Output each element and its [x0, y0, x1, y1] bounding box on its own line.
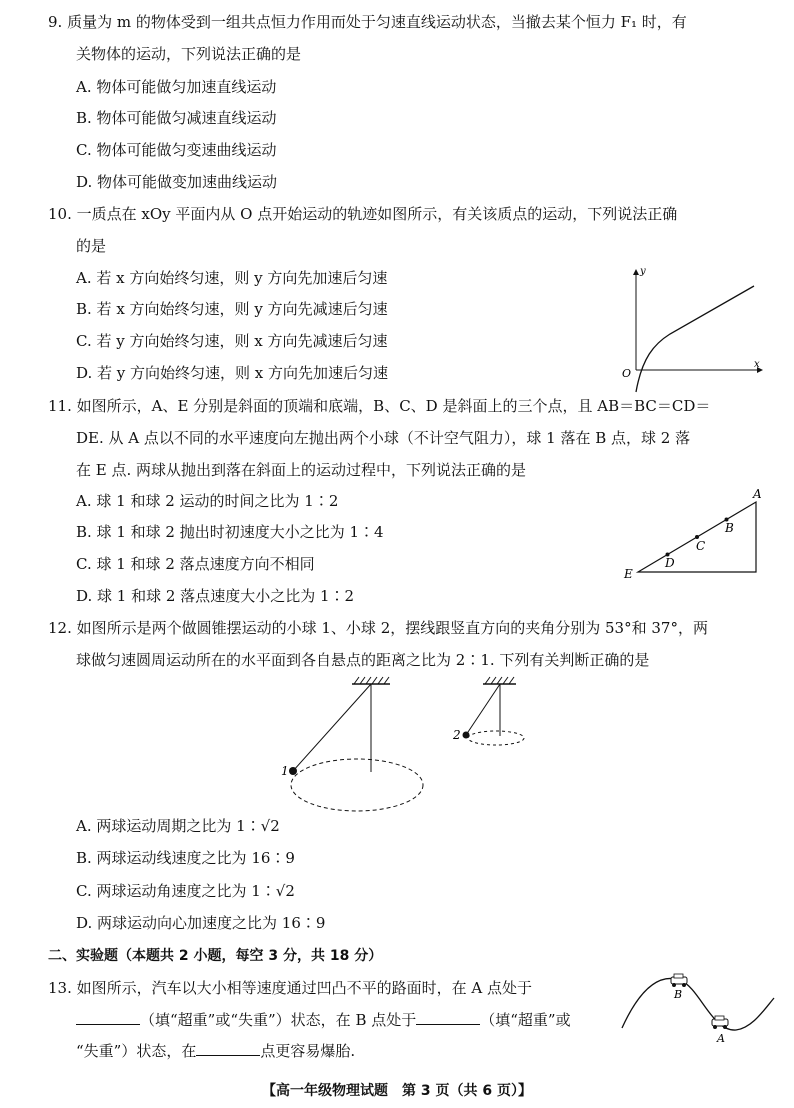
q13-stem-line2 — [76, 1010, 571, 1030]
q9-stem-line1: 9. 质量为 m 的物体受到一组共点恒力作用而处于匀速直线运动状态，当撤去某个恒力 F₁ 时，有 — [48, 13, 687, 31]
q12-option-d: D. 两球运动向心加速度之比为 16∶9 — [76, 914, 326, 932]
q13-road-curve — [622, 978, 774, 1030]
q11-stem-line3: 在 E 点. 两球从抛出到落在斜面上的运动过程中，下列说法正确的是 — [76, 461, 527, 479]
q13-car-at-b — [671, 974, 687, 987]
q11-incline-figure — [622, 486, 772, 582]
q10-option-c: C. 若 y 方向始终匀速，则 x 方向先减速后匀速 — [76, 332, 388, 350]
q12-path-1 — [291, 759, 423, 811]
q10-origin-label: O — [622, 367, 632, 380]
q12-path-2 — [468, 731, 524, 745]
q13-text-3b: 点更容易爆胎. — [260, 1042, 356, 1060]
q11-option-d: D. 球 1 和球 2 落点速度大小之比为 1∶2 — [76, 587, 355, 605]
q9-option-b: B. 物体可能做匀减速直线运动 — [76, 109, 277, 127]
q13-blank-1[interactable] — [76, 1010, 140, 1025]
q13-blank-3[interactable] — [196, 1041, 260, 1056]
q12-conical-pendulum-figure — [280, 676, 540, 816]
q11-stem-line1: 11. 如图所示，A、E 分别是斜面的顶端和底端，B、C、D 是斜面上的三个点，且 AB＝BC＝CD＝ — [48, 397, 711, 415]
section-heading-experiment: 二、实验题（本题共 2 小题，每空 3 分，共 18 分） — [48, 948, 383, 964]
q11-option-b: B. 球 1 和球 2 抛出时初速度大小之比为 1∶4 — [76, 523, 384, 541]
q11-label-c: C — [696, 539, 706, 553]
q12-stem-line2: 球做匀速圆周运动所在的水平面到各自悬点的距离之比为 2∶1. 下列有关判断正确的是 — [76, 651, 650, 669]
q9-stem-line2: 关物体的运动，下列说法正确的是 — [76, 45, 302, 63]
q12-stem-line1: 12. 如图所示是两个做圆锥摆运动的小球 1、小球 2，摆线跟竖直方向的夹角分别为 53°和 37°，两 — [48, 619, 708, 637]
q13-text-3a: “失重”）状态，在 — [76, 1042, 197, 1060]
q12-ball-1 — [289, 767, 297, 775]
q11-option-c: C. 球 1 和球 2 落点速度方向不相同 — [76, 555, 315, 573]
q12-label-1: 1 — [281, 764, 289, 778]
q10-y-label: y — [640, 266, 646, 277]
page-footer: 【高一年级物理试题 第 3 页（共 6 页）】 — [262, 1083, 532, 1099]
q10-option-a: A. 若 x 方向始终匀速，则 y 方向先加速后匀速 — [76, 269, 388, 287]
q10-stem-line1: 10. 一质点在 xOy 平面内从 O 点开始运动的轨迹如图所示，有关该质点的运动，下列说法正确 — [48, 205, 678, 223]
q13-stem-line1: 13. 如图所示，汽车以大小相等速度通过凹凸不平的路面时，在 A 点处于 — [48, 979, 532, 997]
q11-label-b: B — [725, 521, 734, 535]
q13-text-2a: （填“超重”或“失重”）状态，在 B 点处于 — [140, 1011, 417, 1029]
q10-trajectory-curve — [636, 286, 754, 392]
q12-string-2 — [466, 684, 500, 735]
q13-label-b: B — [674, 988, 683, 1001]
q11-label-a: A — [753, 487, 762, 501]
q12-string-1 — [293, 684, 371, 771]
q9-option-a: A. 物体可能做匀加速直线运动 — [76, 78, 277, 96]
q9-option-d: D. 物体可能做变加速曲线运动 — [76, 173, 278, 191]
q10-x-label: x — [754, 359, 760, 370]
q10-option-d: D. 若 y 方向始终匀速，则 x 方向先加速后匀速 — [76, 364, 389, 382]
q12-label-2: 2 — [453, 728, 461, 742]
q13-label-a: A — [717, 1032, 725, 1045]
q10-option-b: B. 若 x 方向始终匀速，则 y 方向先减速后匀速 — [76, 300, 388, 318]
q11-label-e: E — [624, 567, 633, 581]
q13-blank-2[interactable] — [416, 1010, 480, 1025]
q12-option-b: B. 两球运动线速度之比为 16∶9 — [76, 849, 295, 867]
q10-trajectory-figure — [620, 266, 770, 378]
q13-road-figure — [618, 970, 778, 1048]
q12-option-a: A. 两球运动周期之比为 1∶√2 — [76, 817, 280, 835]
q12-option-c: C. 两球运动角速度之比为 1∶√2 — [76, 882, 295, 900]
q11-stem-line2: DE. 从 A 点以不同的水平速度向左抛出两个小球（不计空气阻力），球 1 落在 B 点，球 2 落 — [76, 429, 691, 447]
q11-option-a: A. 球 1 和球 2 运动的时间之比为 1∶2 — [76, 492, 339, 510]
q13-text-2b: （填“超重”或 — [480, 1011, 571, 1029]
q10-stem-line2: 的是 — [76, 237, 107, 255]
q13-stem-line3 — [76, 1041, 355, 1061]
q9-option-c: C. 物体可能做匀变速曲线运动 — [76, 141, 277, 159]
q11-label-d: D — [665, 556, 675, 570]
q12-ball-2 — [463, 732, 470, 739]
